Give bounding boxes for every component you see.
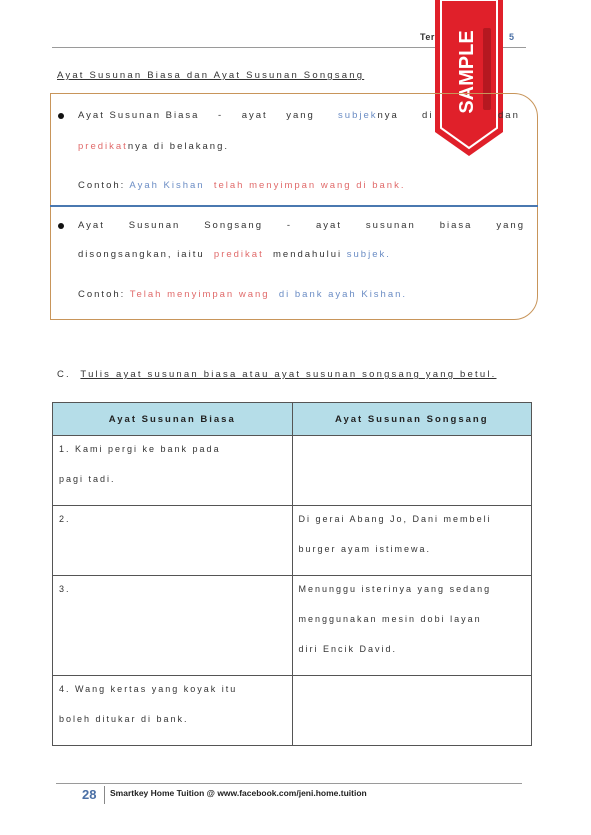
section-title: Ayat Susunan Biasa dan Ayat Susunan Songsang [57, 70, 365, 81]
answer-cell-songsang[interactable] [292, 436, 532, 506]
cell-text: menggunakan mesin dobi layan [298, 614, 482, 624]
cell-text: boleh ditukar di bank. [59, 714, 189, 724]
footer-divider [56, 783, 522, 784]
footer-separator [104, 786, 105, 804]
cell-text: 3. [59, 584, 71, 594]
page-header-title: Ter 5 [420, 32, 515, 42]
cell-text: 4. Wang kertas yang koyak itu [59, 684, 238, 694]
answer-table [52, 402, 532, 746]
cell-text [299, 436, 526, 466]
sample-stamp-text: SAMPLE [456, 30, 478, 114]
table-row [53, 676, 532, 746]
biasa-definition-line-2: predikatnya di belakang. [78, 141, 230, 152]
cell-text: 1. Kami pergi ke bank pada [59, 444, 221, 454]
answer-cell-biasa[interactable] [53, 436, 293, 506]
cell-text [299, 676, 526, 706]
answer-cell-biasa[interactable] [53, 576, 293, 676]
cell-text: burger ayam istimewa. [298, 544, 432, 554]
songsang-definition-line-2: disongsangkan, iaitu predikat mendahului subjek. [78, 249, 391, 260]
definition-divider [50, 205, 538, 207]
bullet-icon [58, 113, 64, 119]
bullet-icon [58, 223, 64, 229]
footer-credit: Smartkey Home Tuition @ www.facebook.com/jeni.home.tuition [110, 788, 367, 798]
biasa-definition-dan: dan [498, 110, 520, 121]
cell-text: Di gerai Abang Jo, Dani membeli [298, 514, 492, 524]
answer-cell-biasa[interactable] [53, 676, 293, 746]
cell-text: diri Encik David. [298, 644, 398, 654]
answer-cell-songsang[interactable] [292, 676, 532, 746]
answer-cell-songsang[interactable] [292, 506, 532, 576]
cell-text: pagi tadi. [59, 474, 116, 484]
cell-text: 2. [59, 514, 71, 524]
table-header-row [53, 403, 532, 436]
songsang-example: Contoh: Telah menyimpan wang di bank ayah Kishan. [78, 289, 408, 300]
footer-page-number: 28 [82, 787, 97, 802]
biasa-example: Contoh: Ayah Kishan telah menyimpan wang di bank. [78, 180, 406, 191]
page-header-number: 5 [509, 32, 515, 42]
column-header-biasa: Ayat Susunan Biasa [53, 403, 293, 436]
table-row [53, 576, 532, 676]
table-row [53, 506, 532, 576]
answer-cell-biasa[interactable] [53, 506, 293, 576]
biasa-definition-line-1: Ayat Susunan Biasa - ayat yang subjeknya di [78, 110, 434, 121]
songsang-definition-line-1: Ayat Susunan Songsang - ayat susunan biasa yang [78, 220, 525, 231]
cell-text: Menunggu isterinya yang sedang [298, 584, 492, 594]
answer-cell-songsang[interactable] [292, 576, 532, 676]
column-header-songsang: Ayat Susunan Songsang [292, 403, 532, 436]
table-row [53, 436, 532, 506]
question-title: C. Tulis ayat susunan biasa atau ayat susunan songsang yang betul. [57, 369, 497, 380]
